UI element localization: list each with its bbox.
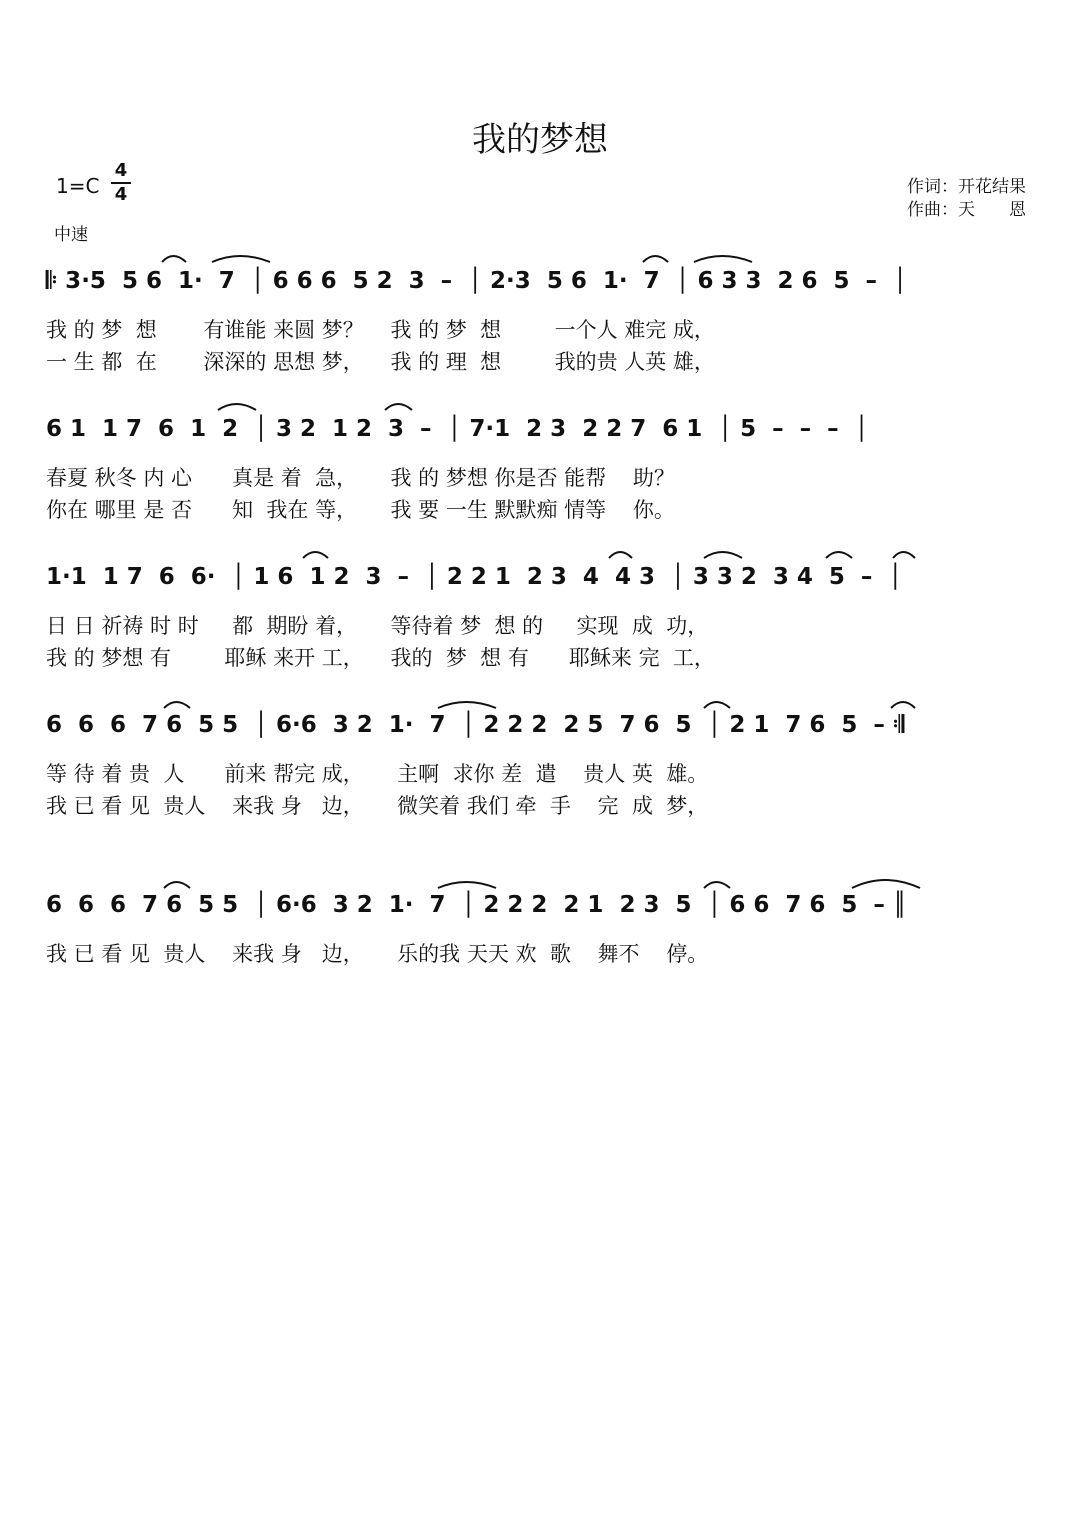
lyrics-verse-1: 等 待 着 贵 人 前来 帮完 成， 主啊 求你 差 遣 贵人 英 雄。 bbox=[46, 762, 709, 786]
notation-line: 6 6 6 7 6 5 5 │ 6·6 3 2 1· 7 │ 2 2 2 2 1 2 3 5 │ 6 6 7 6 5 – ║ bbox=[46, 892, 907, 918]
slur-marks bbox=[162, 256, 920, 888]
slur-mark bbox=[303, 552, 328, 558]
slur-mark bbox=[704, 552, 742, 558]
notation-line: 1·1 1 7 6 6· │ 1 6 1 2 3 – │ 2 2 1 2 3 4 4 3 │ 3 3 2 3 4 5 – │ bbox=[46, 564, 903, 590]
slur-mark bbox=[438, 882, 496, 888]
key-signature: 1=C bbox=[56, 174, 100, 198]
slur-mark bbox=[694, 256, 752, 262]
lyrics-verse-2: 一 生 都 在 深深的 思想 梦， 我 的 理 想 我的贵 人英 雄， bbox=[46, 350, 715, 374]
notation-line: 6 6 6 7 6 5 5 │ 6·6 3 2 1· 7 │ 2 2 2 2 5 7 6 5 │ 2 1 7 6 5 – 𝄇 bbox=[46, 712, 905, 738]
lyrics-verse-2: 我 的 梦想 有 耶稣 来开 工， 我的 梦 想 有 耶稣来 完 工， bbox=[46, 646, 715, 670]
slur-mark bbox=[162, 256, 186, 262]
slur-mark bbox=[385, 404, 412, 410]
slur-mark bbox=[218, 404, 256, 410]
slur-mark bbox=[893, 552, 915, 558]
tempo-marking: 中速 bbox=[54, 225, 88, 245]
slur-mark bbox=[164, 702, 190, 708]
slur-mark bbox=[164, 882, 190, 888]
slur-mark bbox=[609, 552, 632, 558]
lyrics-verse-1: 我 已 看 见 贵人 来我 身 边， 乐的我 天天 欢 歌 舞不 停。 bbox=[46, 942, 709, 966]
lyrics-verse-1: 我 的 梦 想 有谁能 来圆 梦？ 我 的 梦 想 一个人 难完 成， bbox=[46, 318, 715, 342]
song-title: 我的梦想 bbox=[472, 120, 608, 160]
slur-mark bbox=[438, 702, 496, 708]
notation-line: 6 1 1 7 6 1 2 │ 3 2 1 2 3 – │ 7·1 2 3 2 2 7 6 1 │ 5 – – – │ bbox=[46, 416, 869, 442]
slur-mark bbox=[852, 880, 920, 888]
lyricist-credit: 作词：开花结果 bbox=[907, 177, 1026, 197]
slur-mark bbox=[212, 256, 270, 262]
lyrics-verse-2: 我 已 看 见 贵人 来我 身 边， 微笑着 我们 牵 手 完 成 梦， bbox=[46, 794, 709, 818]
lyrics-verse-1: 日 日 祈祷 时 时 都 期盼 着， 等待着 梦 想 的 实现 成 功， bbox=[46, 614, 709, 638]
slur-mark bbox=[826, 552, 852, 558]
slur-mark bbox=[704, 882, 730, 888]
slur-mark bbox=[643, 256, 668, 262]
time-signature-top: 4 bbox=[114, 160, 128, 181]
time-signature-bottom: 4 bbox=[114, 184, 128, 205]
slur-mark bbox=[891, 702, 915, 708]
slur-mark bbox=[704, 702, 730, 708]
composer-credit: 作曲：天 恩 bbox=[907, 200, 1026, 220]
lyrics-verse-1: 春夏 秋冬 内 心 真是 着 急， 我 的 梦想 你是否 能帮 助？ bbox=[46, 466, 675, 490]
notation-line: 𝄆 3·5 5 6 1· 7 │ 6 6 6 5 2 3 – │ 2·3 5 6 1· 7 │ 6 3 3 2 6 5 – │ bbox=[46, 268, 907, 294]
lyrics-verse-2: 你在 哪里 是 否 知 我在 等， 我 要 一生 默默痴 情等 你。 bbox=[46, 498, 675, 522]
